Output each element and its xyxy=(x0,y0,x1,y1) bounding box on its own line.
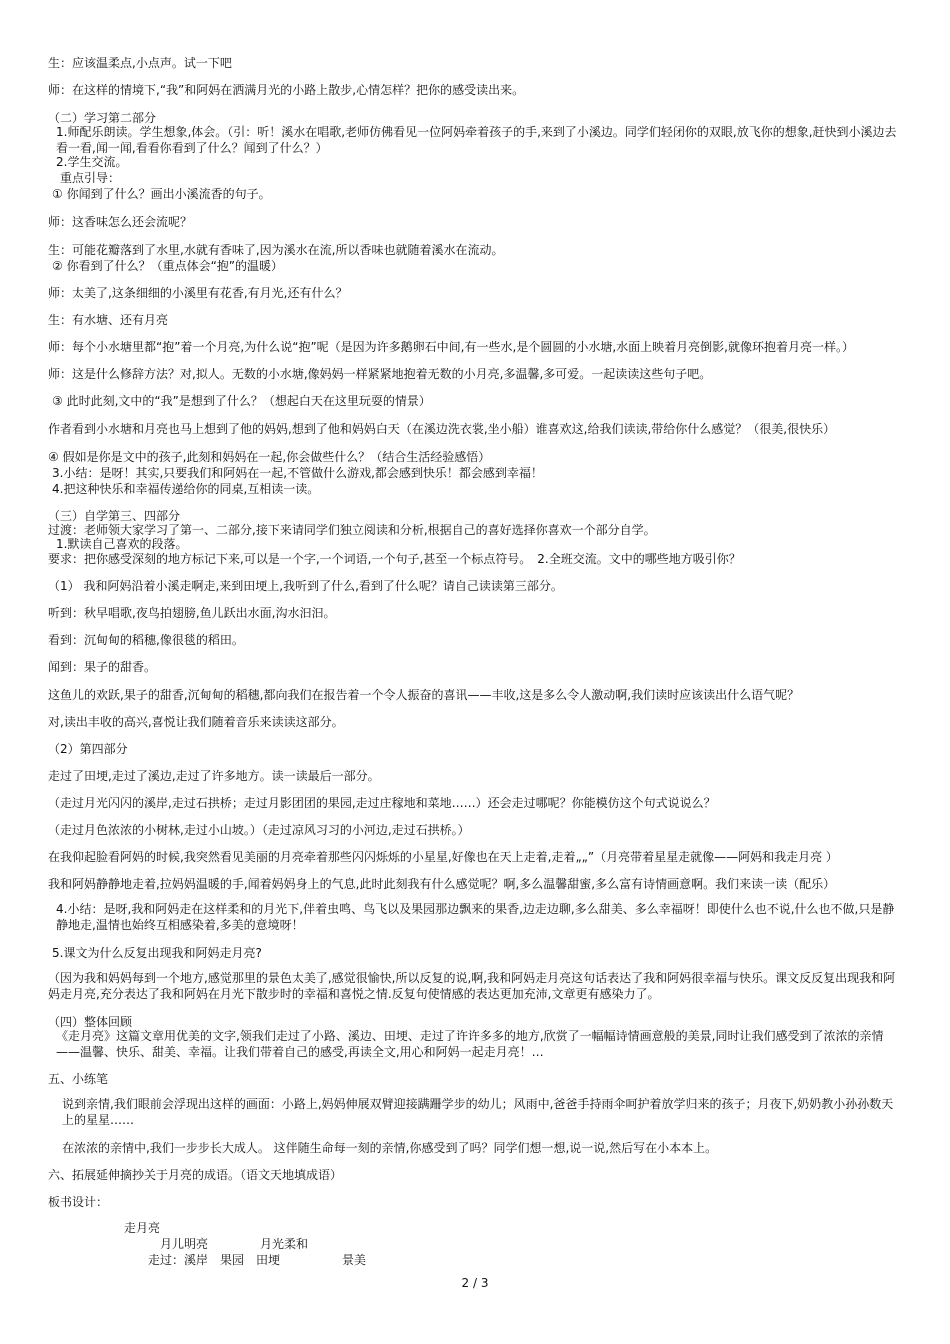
text-line: 要求：把你感受深刻的地方标记下来,可以是一个字,一个词语,一个句子,甚至一个标点符号。 2.全班交流。文中的哪些地方吸引你？ xyxy=(48,552,741,566)
board-text: 景美 xyxy=(342,1253,367,1267)
text-line: （走过月光闪闪的溪岸,走过石拱桥；走过月影团团的果园,走过庄稼地和菜地……）还会走过哪呢？你能模仿这个句式说说么？ xyxy=(48,796,716,810)
text-line: 师：在这样的情境下,“我”和阿妈在洒满月光的小路上散步,心情怎样？把你的感受读出来。 xyxy=(48,83,525,97)
text-paragraph: 《走月亮》这篇文章用优美的文字,领我们走过了小路、溪边、田埂、走过了许许多多的地方,欣赏了一幅幅诗情画意般的美景,同时让我们感受到了浓浓的亲情——温馨、快乐、甜美、幸福。让我们带着自己的感受,再读全文,用心和阿妈一起走月亮！… xyxy=(56,1029,884,1059)
text-line: 3.小结：是呀！其实,只要我们和阿妈在一起,不管做什么游戏,都会感到快乐！都会感到幸福！ xyxy=(52,466,543,480)
text-line: 1.默读自己喜欢的段落。 xyxy=(56,537,188,551)
text-line: 5.课文为什么反复出现我和阿妈走月亮? xyxy=(52,946,262,960)
text-line: 听到：秋早唱歌,夜鸟拍翅膀,鱼儿跃出水面,沟水汩汩。 xyxy=(48,606,336,620)
text-line: 对,读出丰收的高兴,喜悦让我们随着音乐来读读这部分。 xyxy=(48,715,344,729)
text-line: 在我仰起脸看阿妈的时候,我突然看见美丽的月亮牵着那些闪闪烁烁的小星星,好像也在天上走着,走着„„”（月亮带着星星走就像——阿妈和我走月亮 ） xyxy=(48,850,838,864)
text-line: 重点引导： xyxy=(60,171,121,185)
text-line: ② 你看到了什么？（重点体会“抱”的温暖） xyxy=(52,259,284,273)
text-line: 过渡：老师领大家学习了第一、二部分,接下来请同学们独立阅读和分析,根据自己的喜好选择你喜欢一个部分自学。 xyxy=(48,523,656,537)
text-paragraph: 1.师配乐朗读。学生想象,体会。（引：听！溪水在唱歌,老师仿佛看见一位阿妈牵着孩子的手,来到了小溪边。同学们轻闭你的双眼,放飞你的想象,赶快到小溪边去看一看,闻一闻,看看你看到了什么？闻到了什么？） xyxy=(56,125,897,155)
text-line: （2）第四部分 xyxy=(48,742,128,756)
text-line: 看到：沉甸甸的稻穗,像很毯的稻田。 xyxy=(48,633,244,647)
text-line: ① 你闻到了什么？画出小溪流香的句子。 xyxy=(52,187,271,201)
text-line: 板书设计： xyxy=(48,1195,109,1209)
text-line: 4.把这种快乐和幸福传递给你的同桌,互相读一读。 xyxy=(52,482,320,496)
text-line: 生：有水塘、还有月亮 xyxy=(48,313,169,327)
text-paragraph: （因为我和妈妈每到一个地方,感觉那里的景色太美了,感觉很愉快,所以反复的说,啊,我和阿妈走月亮这句话表达了我和阿妈很幸福与快乐。课文反反复出现我和阿妈走月亮,充分表达了我和阿妈在月光下散步时的幸福和喜悦之情.反复句使情感的表达更加充沛,文章更有感染力了。 xyxy=(48,971,896,1001)
text-line: 师：这是什么修辞方法？对,拟人。无数的小水塘,像妈妈一样紧紧地抱着无数的小月亮,多温馨,多可爱。一起读读这些句子吧。 xyxy=(48,367,712,381)
text-line: （走过月色浓浓的小树林,走过小山坡。）（走过凉风习习的小河边,走过石拱桥。） xyxy=(48,823,470,837)
section-heading: 六、拓展延伸摘抄关于月亮的成语。（语文天地填成语） xyxy=(48,1168,343,1182)
text-line: ③ 此时此刻,文中的“我”是想到了什么？（想起白天在这里玩耍的情景） xyxy=(52,394,431,408)
text-line: 生：应该温柔点,小点声。试一下吧 xyxy=(48,56,232,70)
text-line: 师：每个小水塘里都“抱”着一个月亮,为什么说“抱”呢（是因为许多鹅卵石中间,有一些水,是个圆圆的小水塘,水面上映着月亮倒影,就像环抱着月亮一样。） xyxy=(48,340,854,354)
text-paragraph: 说到亲情,我们眼前会浮现出这样的画面：小路上,妈妈伸展双臂迎接蹒跚学步的幼儿；风雨中,爸爸手持雨伞呵护着放学归来的孩子；月夜下,奶奶教小孙孙数天上的星星…… xyxy=(62,1097,894,1127)
section-heading: （三）自学第三、四部分 xyxy=(48,509,181,523)
text-line: ④ 假如是你是文中的孩子,此刻和妈妈在一起,你会做些什么？（结合生活经验感悟） xyxy=(48,450,491,464)
text-line: 这鱼儿的欢跃,果子的甜香,沉甸甸的稻穗,都向我们在报告着一个令人振奋的喜讯——丰收,这是多么令人激动啊,我们读时应该读出什么语气呢？ xyxy=(48,688,800,702)
section-heading: （二）学习第二部分 xyxy=(48,111,157,125)
board-text: 月儿明亮 xyxy=(160,1237,209,1251)
board-text: 走过：溪岸 果园 田埂 xyxy=(148,1253,281,1267)
text-line: 师：太美了,这条细细的小溪里有花香,有月光,还有什么？ xyxy=(48,286,348,300)
text-line: 我和阿妈静静地走着,拉妈妈温暖的手,闻着妈妈身上的气息,此时此刻我有什么感觉呢？啊,多么温馨甜蜜,多么富有诗情画意啊。我们来读一读（配乐） xyxy=(48,877,836,891)
section-heading: 五、小练笔 xyxy=(48,1072,109,1086)
text-line: 作者看到小水塘和月亮也马上想到了他的妈妈,想到了他和妈妈白天（在溪边洗衣裳,坐小船）谁喜欢这,给我们读读,带给你什么感觉？（很美,很快乐） xyxy=(48,422,836,436)
page-number: 2 / 3 xyxy=(461,1276,489,1290)
text-line: 走过了田埂,走过了溪边,走过了许多地方。读一读最后一部分。 xyxy=(48,769,380,783)
text-paragraph: 4.小结：是呀,我和阿妈走在这样柔和的月光下,伴着虫鸣、鸟飞以及果园那边飘来的果香,边走边聊,多么甜美、多么幸福呀！即使什么也不说,什么也不做,只是静静地走,温情也始终互相感染着,多美的意境呀！ xyxy=(56,902,895,932)
text-line: （1） 我和阿妈沿着小溪走啊走,来到田埂上,我听到了什么,看到了什么呢？请自己读读第三部分。 xyxy=(48,579,563,593)
board-text: 月光柔和 xyxy=(260,1237,309,1251)
text-line: 在浓浓的亲情中,我们一步步长大成人。 这伴随生命每一刻的亲情,你感受到了吗？同学们想一想,说一说,然后写在小本本上。 xyxy=(62,1141,718,1155)
text-line: 师：这香味怎么还会流呢？ xyxy=(48,215,193,229)
board-title: 走月亮 xyxy=(124,1221,161,1235)
section-heading: （四）整体回顾 xyxy=(48,1015,133,1029)
text-line: 闻到：果子的甜香。 xyxy=(48,660,157,674)
text-line: 生：可能花瓣落到了水里,水就有香味了,因为溪水在流,所以香味也就随着溪水在流动。 xyxy=(48,243,504,257)
text-line: 2.学生交流。 xyxy=(56,155,128,169)
